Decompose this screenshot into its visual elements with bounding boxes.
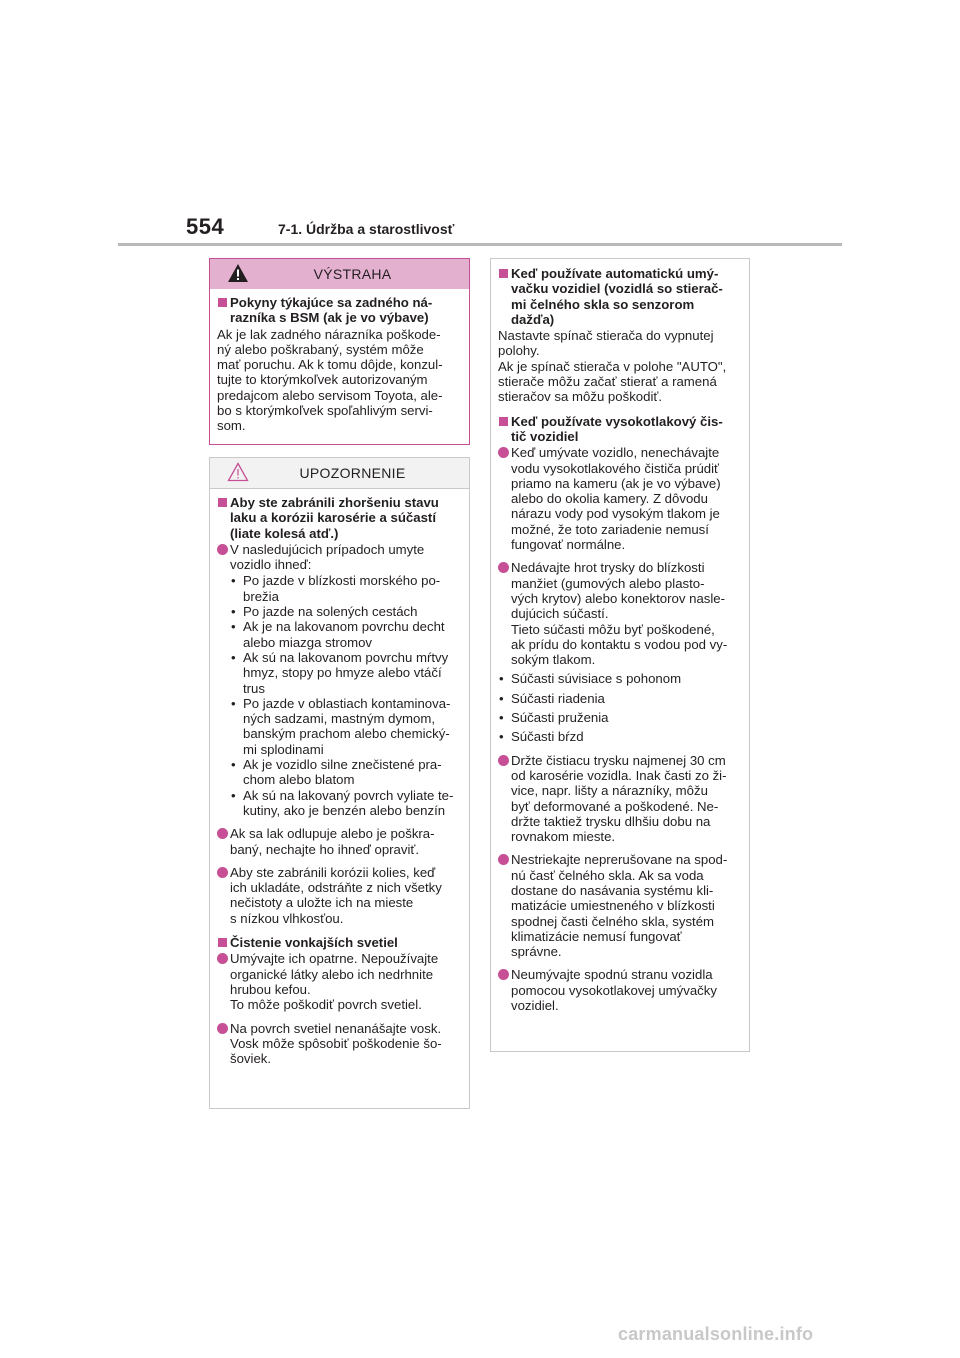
item-windshield-spray: Nestriekajte neprerušovane na spod- nú časť čelného skla. Ak sa voda dostane do nasávania systému kli- matizácie umiestneného v blízkosti spodnej časti čelného skla, systém klimatizácie nemusí fungovať správne. bbox=[498, 852, 743, 959]
list-item: • Po jazde v oblastiach kontaminova- ných sadzami, mastným dymom, banským prachom alebo chemický- mi splodinami bbox=[230, 696, 463, 757]
caution-item-lights-wash: Umývajte ich opatrne. Nepoužívajte organické látky alebo ich nedrhnite hrubou kefou. To môže poškodiť povrch svetiel. bbox=[217, 951, 463, 1012]
heading-high-pressure: Keď používate vysokotlakový čis- tič vozidiel bbox=[498, 414, 743, 445]
caution-heading-lights: Čistenie vonkajších svetiel bbox=[217, 935, 463, 950]
caution-heading-paint: Aby ste zabránili zhoršeniu stavu laku a korózii karosérie a súčastí (liate kolesá atď.) bbox=[217, 495, 463, 541]
warning-box-title: VÝSTRAHA bbox=[313, 266, 392, 282]
list-item: • Po jazde v blízkosti morského po- brežia bbox=[230, 573, 463, 604]
text-automatic-carwash: Nastavte spínač stierača do vypnutej polohy. Ak je spínač stierača v polohe "AUTO", stierače môžu začať stierať a ramená stieračov sa môžu poškodiť. bbox=[498, 328, 727, 405]
caution-triangle-icon bbox=[227, 462, 249, 482]
list-item: • Ak je na lakovanom povrchu decht alebo miazga stromov bbox=[230, 619, 463, 650]
caution-item-lights-wax: Na povrch svetiel nenanášajte vosk. Vosk môže spôsobiť poškodenie šo- šoviek. bbox=[217, 1021, 463, 1067]
list-item: • Súčasti súvisiace s pohonom bbox=[498, 671, 743, 686]
caution-item-wash-text: V nasledujúcich prípadoch umyte vozidlo ihneď: bbox=[230, 541, 425, 573]
watermark-text: carmanualsonline.info bbox=[618, 1324, 814, 1344]
caution-box bbox=[209, 457, 470, 1109]
components-list bbox=[498, 671, 743, 744]
caution-box-header bbox=[210, 458, 469, 489]
page-number: 554 bbox=[186, 214, 225, 239]
list-item: • Súčasti riadenia bbox=[498, 691, 743, 706]
item-nozzle-distance: Držte čistiacu trysku najmenej 30 cm od karosérie vozidla. Inak časti zo ži- vice, napr. lišty a nárazníky, môžu byť deformované a poškodené. Ne- držte taktiež trysku dlhšiu dobu na rovnakom mieste. bbox=[498, 753, 743, 845]
list-item: • Súčasti bŕzd bbox=[498, 729, 743, 744]
header-rule bbox=[118, 243, 842, 246]
heading-automatic-carwash: Keď používate automatickú umý- vačku vozidiel (vozidlá so stierač- mi čelného skla so senzorom dažďa) bbox=[498, 266, 743, 327]
warning-triangle-icon bbox=[227, 263, 249, 283]
caution-item-peeling: Ak sa lak odlupuje alebo je poškra- baný, nechajte ho ihneď opraviť. bbox=[217, 826, 463, 857]
caution-wash-list bbox=[230, 573, 463, 818]
chapter-title: 7-1. Údržba a starostlivosť bbox=[278, 221, 455, 237]
caution-box-title: UPOZORNENIE bbox=[299, 465, 406, 481]
item-nozzle-boots: Nedávajte hrot trysky do blízkosti manžiet (gumových alebo plasto- vých krytov) alebo konektorov nasle- dujúcich súčastí. Tieto súčasti môžu byť poškodené, ak prídu do kontaktu s vodou pod vy- sokým tlakom. bbox=[498, 560, 743, 667]
caution-box-continued bbox=[490, 258, 750, 1052]
caution-item-wheels: Aby ste zabránili korózii kolies, keď ich ukladáte, odstráňte z nich všetky nečistoty a uložte ich na mieste s nízkou vlhkosťou. bbox=[217, 865, 463, 926]
item-underbody-wash: Neumývajte spodnú stranu vozidla pomocou vysokotlakovej umývačky vozidiel. bbox=[498, 967, 743, 1013]
warning-heading: Pokyny týkajúce sa zadného ná- razníka s BSM (ak je vo výbave) bbox=[217, 295, 463, 326]
warning-text: Ak je lak zadného nárazníka poškode- ný alebo poškrabaný, systém môže mať poruchu. Ak k tomu dôjde, konzul- tujte to ktorýmkoľvek autorizovaným predajcom alebo servisom Toyota, ale- bo s ktorýmkoľvek spoľahlivým servi- som. bbox=[217, 326, 443, 434]
warning-box-header bbox=[210, 259, 469, 289]
caution-item-wash bbox=[217, 542, 463, 818]
item-camera-water: Keď umývate vozidlo, nenechávajte vodu vysokotlakového čističa prúdiť priamo na kameru (ak je vo výbave) alebo do okolia kamery. Z dôvodu nárazu vody pod vysokým tlakom je možné, že toto zariadenie nemusí fungovať normálne. bbox=[498, 445, 743, 552]
list-item: • Súčasti pruženia bbox=[498, 710, 743, 725]
list-item: • Ak sú na lakovaný povrch vyliate te- kutiny, ako je benzén alebo benzín bbox=[230, 788, 463, 819]
list-item: • Ak je vozidlo silne znečistené pra- chom alebo blatom bbox=[230, 757, 463, 788]
warning-box bbox=[209, 258, 470, 445]
list-item: • Po jazde na solených cestách bbox=[230, 604, 463, 619]
list-item: • Ak sú na lakovanom povrchu mŕtvy hmyz, stopy po hmyze alebo vtáčí trus bbox=[230, 650, 463, 696]
